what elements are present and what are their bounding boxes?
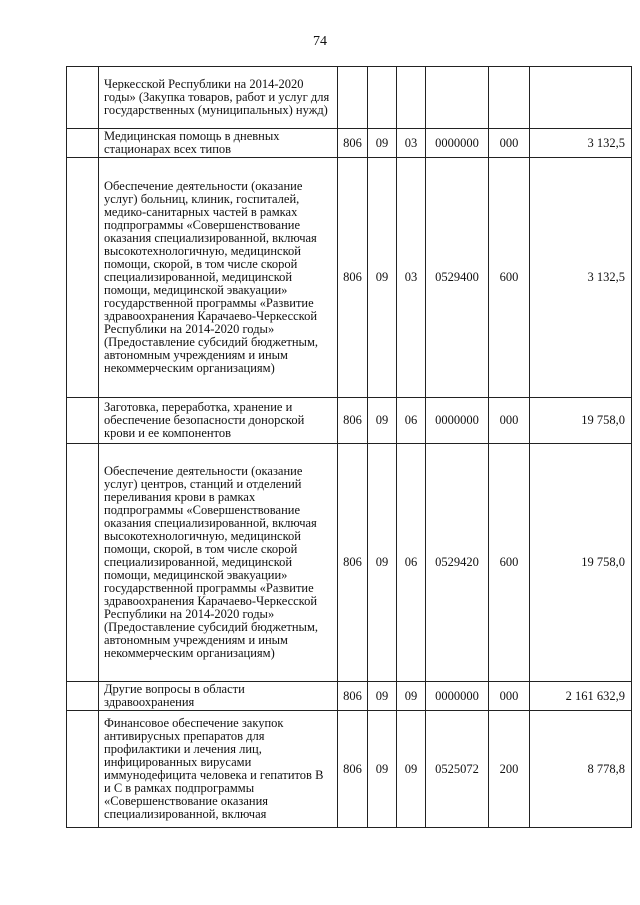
item-name-cell: Другие вопросы в области здравоохранения (99, 682, 338, 711)
target-article-cell: 0000000 (426, 682, 489, 711)
sum-cell: 2 161 632,9 (530, 682, 632, 711)
blank-cell (67, 67, 99, 129)
blank-cell (67, 398, 99, 444)
budget-table (66, 66, 632, 828)
glava-code-cell: 806 (338, 158, 368, 398)
table-row (67, 158, 632, 398)
podrazdel-code-cell: 06 (397, 444, 426, 682)
page-number: 74 (313, 34, 327, 49)
podrazdel-code-cell: 03 (397, 158, 426, 398)
expense-type-cell: 600 (489, 444, 530, 682)
sum-cell: 19 758,0 (530, 444, 632, 682)
target-article-cell: 0000000 (426, 129, 489, 158)
table-row (67, 444, 632, 682)
target-article-cell: 0525072 (426, 711, 489, 828)
sum-cell: 3 132,5 (530, 129, 632, 158)
table-row (67, 682, 632, 711)
podrazdel-code-cell: 09 (397, 682, 426, 711)
item-name-cell: Обеспечение деятельности (оказание услуг) больниц, клиник, госпиталей, медико-санитарных частей в рамках подпрограммы «Совершенствование оказания специализированной, включая высокотехнологичную, медицинской помощи, скорой, в том числе скорой специализированной, медицинской помощи, медицинской эвакуации» государственной программы «Развитие здравоохранения Карачаево-Черкесской Республики на 2014-2020 годы» (Предоставление субсидий бюджетным, автономным учреждениям и иным некоммерческим организациям) (99, 158, 338, 398)
podrazdel-code-cell: 03 (397, 129, 426, 158)
target-article-cell: 0529400 (426, 158, 489, 398)
sum-cell: 3 132,5 (530, 158, 632, 398)
glava-code-cell (338, 67, 368, 129)
glava-code-cell: 806 (338, 398, 368, 444)
sum-cell: 8 778,8 (530, 711, 632, 828)
podrazdel-code-cell: 06 (397, 398, 426, 444)
glava-code-cell: 806 (338, 444, 368, 682)
glava-code-cell: 806 (338, 129, 368, 158)
expense-type-cell: 000 (489, 682, 530, 711)
blank-cell (67, 129, 99, 158)
razdel-code-cell (368, 67, 397, 129)
sum-cell: 19 758,0 (530, 398, 632, 444)
blank-cell (67, 158, 99, 398)
table-row (67, 129, 632, 158)
glava-code-cell: 806 (338, 682, 368, 711)
razdel-code-cell: 09 (368, 682, 397, 711)
expense-type-cell (489, 67, 530, 129)
table-row (67, 398, 632, 444)
glava-code-cell: 806 (338, 711, 368, 828)
item-name-cell: Заготовка, переработка, хранение и обеспечение безопасности донорской крови и ее компонентов (99, 398, 338, 444)
target-article-cell (426, 67, 489, 129)
blank-cell (67, 682, 99, 711)
item-name-cell: Медицинская помощь в дневных стационарах всех типов (99, 129, 338, 158)
blank-cell (67, 711, 99, 828)
razdel-code-cell: 09 (368, 158, 397, 398)
expense-type-cell: 200 (489, 711, 530, 828)
sum-cell (530, 67, 632, 129)
target-article-cell: 0000000 (426, 398, 489, 444)
blank-cell (67, 444, 99, 682)
podrazdel-code-cell: 09 (397, 711, 426, 828)
podrazdel-code-cell (397, 67, 426, 129)
expense-type-cell: 000 (489, 398, 530, 444)
expense-type-cell: 000 (489, 129, 530, 158)
razdel-code-cell: 09 (368, 129, 397, 158)
target-article-cell: 0529420 (426, 444, 489, 682)
expense-type-cell: 600 (489, 158, 530, 398)
table-row (67, 711, 632, 828)
item-name-cell: Черкесской Республики на 2014-2020 годы» (Закупка товаров, работ и услуг для государственных (муниципальных) нужд) (99, 67, 338, 129)
razdel-code-cell: 09 (368, 711, 397, 828)
razdel-code-cell: 09 (368, 444, 397, 682)
razdel-code-cell: 09 (368, 398, 397, 444)
table-row (67, 67, 632, 129)
item-name-cell: Обеспечение деятельности (оказание услуг) центров, станций и отделений переливания крови в рамках подпрограммы «Совершенствование оказания специализированной, включая высокотехнологичную, медицинской помощи, скорой, в том числе скорой специализированной, медицинской помощи, медицинской эвакуации» государственной программы «Развитие здравоохранения Карачаево-Черкесской Республики на 2014-2020 годы» (Предоставление субсидий бюджетным, автономным учреждениям и иным некоммерческим организациям) (99, 444, 338, 682)
item-name-cell: Финансовое обеспечение закупок антивирусных препаратов для профилактики и лечения лиц, инфицированных вирусами иммунодефицита человека и гепатитов В и С в рамках подпрограммы «Совершенствование оказания специализированной, включая (99, 711, 338, 828)
